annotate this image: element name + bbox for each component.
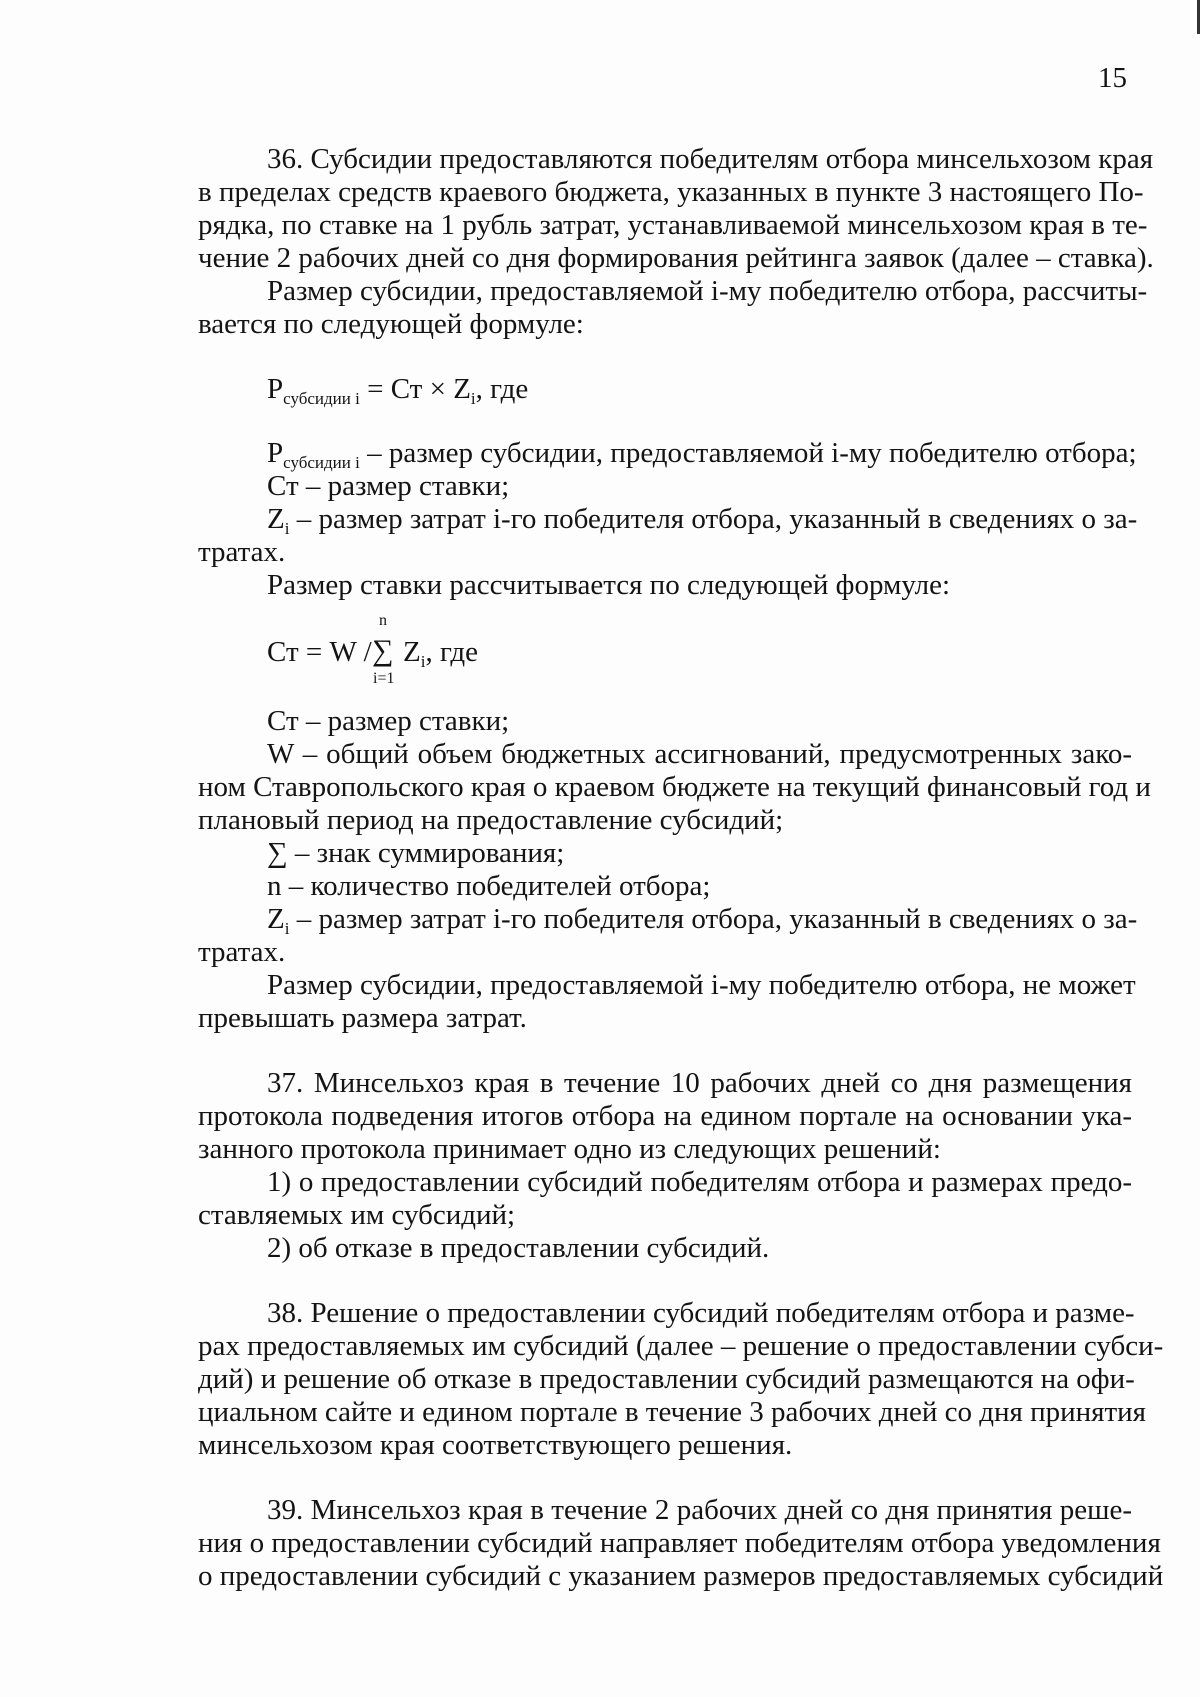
formula-subsidy-rhs-sub: i	[470, 389, 476, 408]
def2-w-line-3: плановый период на предоставление субсидий;	[198, 804, 784, 836]
formula-rate-lhs: Ст = W /	[267, 636, 372, 668]
p36-line-3: рядка, по ставке на 1 рубль затрат, устанавливаемой минсельхозом края в те-	[198, 209, 1148, 241]
def2-zi-main: Z	[267, 903, 285, 935]
def-zi-text: – размер затрат i-го победителя отбора, указанный в сведениях о за-	[289, 503, 1138, 535]
p38-line-4: циальном сайте и едином портале в течение 3 рабочих дней со дня принятия	[198, 1396, 1147, 1428]
def-rate: Ст – размер ставки;	[267, 470, 510, 502]
def2-zi	[267, 903, 1138, 945]
p37-line-5: ставляемых им субсидий;	[198, 1199, 516, 1231]
def2-n: n – количество победителей отбора;	[267, 870, 711, 902]
def2-zi-cont: тратах.	[198, 936, 286, 968]
sum-symbol: ∑	[372, 634, 394, 667]
def-zi	[267, 503, 1138, 545]
def2-zi-sub: i	[284, 919, 290, 938]
def2-w-line-1: W – общий объем бюджетных ассигнований, предусмотренных зако-	[267, 738, 1132, 770]
def2-rate: Ст – размер ставки;	[267, 705, 510, 737]
formula-subsidy-lhs-sub: субсидии i	[283, 389, 360, 408]
rate-intro: Размер ставки рассчитывается по следующей формуле:	[267, 569, 951, 601]
def-p-subsidy-main: P	[267, 437, 284, 469]
p39-line-3: о предоставлении субсидий с указанием размеров предоставляемых субсидий	[198, 1560, 1164, 1592]
p36-line-6: вается по следующей формуле:	[198, 308, 584, 340]
def-zi-sub: i	[284, 519, 290, 538]
p37-line-6: 2) об отказе в предоставлении субсидий.	[267, 1232, 770, 1264]
formula-rate-tail: , где	[425, 636, 479, 668]
def-zi-main: Z	[267, 503, 285, 535]
p38-line-5: минсельхозом края соответствующего решения.	[198, 1429, 793, 1461]
formula-subsidy-lhs: P	[267, 373, 284, 405]
p37-line-4: 1) о предоставлении субсидий победителям отбора и размерах предо-	[267, 1166, 1132, 1198]
formula-rate-z: Z	[403, 636, 421, 668]
p38-line-3: дий) и решение об отказе в предоставлении субсидий размещаются на офи-	[198, 1363, 1135, 1395]
sum-lower-limit: i=1	[373, 670, 395, 687]
p38-line-2: рах предоставляемых им субсидий (далее – решение о предоставлении субси-	[198, 1330, 1164, 1362]
page-number: 15	[1098, 62, 1127, 94]
formula-rate-z-sub: i	[420, 652, 426, 671]
limit-line-1: Размер субсидии, предоставляемой i-му победителю отбора, не может	[267, 969, 1136, 1001]
def2-zi-text: – размер затрат i-го победителя отбора, указанный в сведениях о за-	[289, 903, 1138, 935]
formula-subsidy	[267, 373, 528, 415]
p37-line-1: 37. Минсельхоз края в течение 10 рабочих дней со дня размещения	[267, 1067, 1132, 1099]
formula-rate-sum	[367, 613, 403, 689]
p36-line-2: в пределах средств краевого бюджета, указанных в пункте 3 настоящего По-	[198, 176, 1144, 208]
formula-rate-rhs	[403, 636, 478, 678]
p36-line-1: 36. Субсидии предоставляются победителям отбора минсельхозом края	[267, 143, 1154, 175]
p37-line-2: протокола подведения итогов отбора на едином портале на основании ука-	[198, 1100, 1132, 1132]
def2-sigma: ∑ – знак суммирования;	[267, 837, 565, 869]
def2-w-line-2: ном Ставропольского края о краевом бюджете на текущий финансовый год и	[198, 771, 1151, 803]
p36-line-4: чение 2 рабочих дней со дня формирования рейтинга заявок (далее – ставка).	[198, 242, 1154, 274]
p38-line-1: 38. Решение о предоставлении субсидий победителям отбора и разме-	[267, 1297, 1135, 1329]
p39-line-1: 39. Минсельхоз края в течение 2 рабочих дней со дня принятия реше-	[267, 1494, 1132, 1526]
p37-line-3: занного протокола принимает одно из следующих решений:	[198, 1133, 941, 1165]
p39-line-2: ния о предоставлении субсидий направляет победителям отбора уведомления	[198, 1527, 1161, 1559]
def-zi-cont: тратах.	[198, 536, 286, 568]
def-p-subsidy-text: – размер субсидии, предоставляемой i-му победителю отбора;	[359, 437, 1137, 469]
limit-line-2: превышать размера затрат.	[198, 1002, 527, 1034]
formula-subsidy-tail: , где	[475, 373, 529, 405]
formula-subsidy-rhs: = Ст × Z	[359, 373, 471, 405]
def-p-subsidy-sub: субсидии i	[283, 453, 360, 472]
p36-line-5: Размер субсидии, предоставляемой i-му победителю отбора, рассчиты-	[267, 275, 1148, 307]
sum-upper-limit: n	[379, 612, 387, 629]
